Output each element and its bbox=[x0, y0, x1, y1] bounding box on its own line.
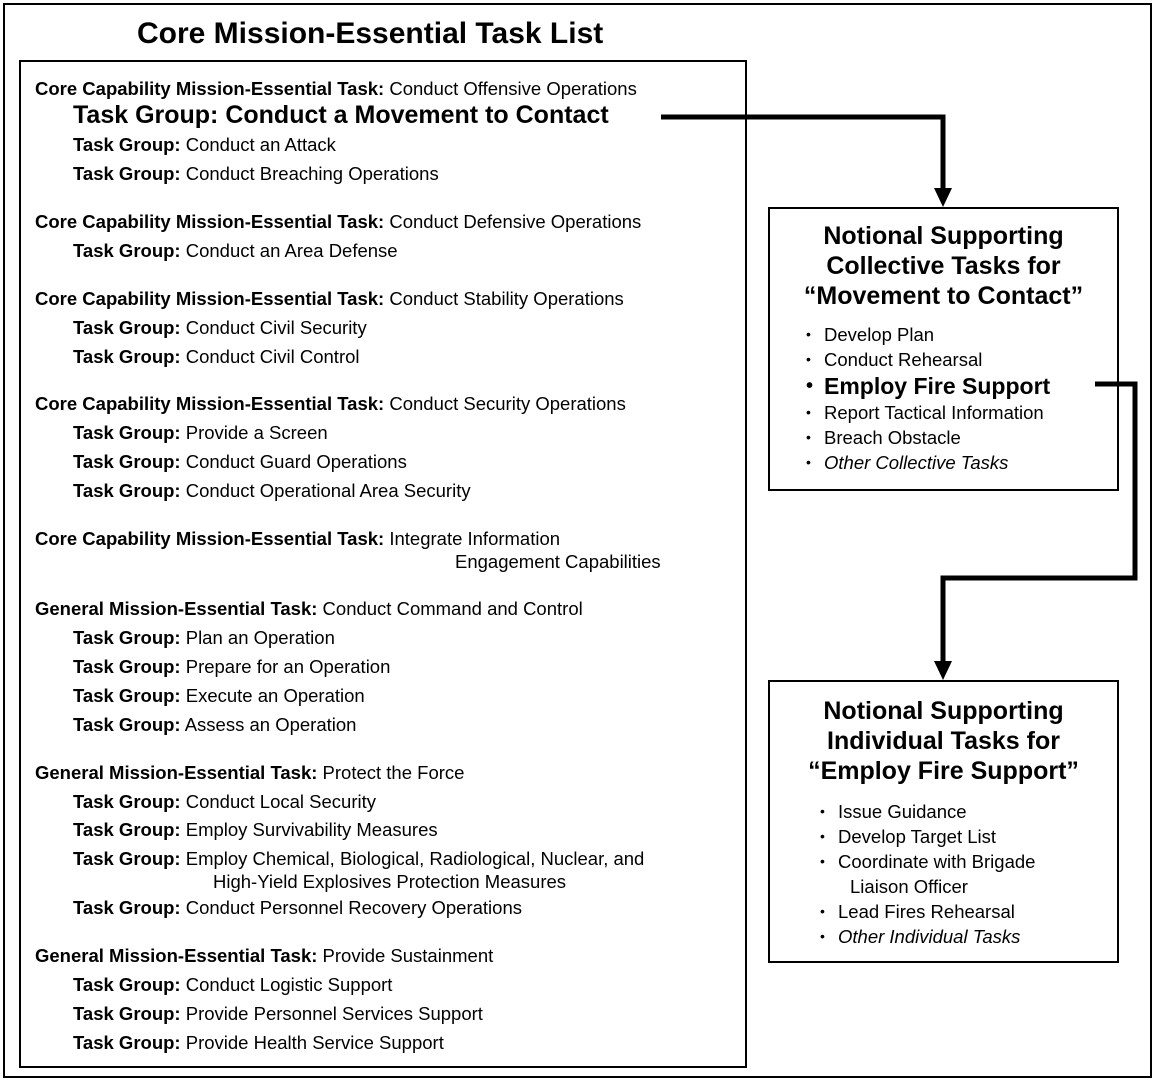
title-line: “Movement to Contact” bbox=[803, 282, 1084, 310]
connector-employ-fire-support bbox=[943, 384, 1135, 664]
task-group-label: Task Group: bbox=[73, 451, 181, 472]
task-group-name: Conduct Personnel Recovery Operations bbox=[185, 897, 522, 918]
section-label: Core Capability Mission-Essential Task: bbox=[35, 78, 385, 99]
section-label: Core Capability Mission-Essential Task: bbox=[35, 211, 385, 232]
bullet-icon: • bbox=[806, 375, 814, 397]
bullet-icon: • bbox=[820, 853, 825, 869]
title-line: Notional Supporting bbox=[823, 697, 1064, 725]
task-group-label: Task Group: bbox=[73, 480, 181, 501]
task-group-name: Conduct Operational Area Security bbox=[185, 480, 471, 501]
task-group-name: Conduct Logistic Support bbox=[185, 974, 393, 995]
task-group-label: Task Group: bbox=[73, 163, 181, 184]
section-task: Conduct Offensive Operations bbox=[389, 78, 637, 99]
bullet-icon: • bbox=[806, 351, 811, 367]
title-line: “Employ Fire Support” bbox=[808, 757, 1079, 785]
diagram-title: Core Mission-Essential Task List bbox=[137, 17, 604, 50]
task-group-name: Conduct Local Security bbox=[185, 791, 376, 812]
bullet-icon: • bbox=[806, 404, 811, 420]
list-item: • Report Tactical Information bbox=[806, 402, 1044, 423]
task-group-name: Assess an Operation bbox=[184, 714, 357, 735]
section-task: Provide Sustainment bbox=[322, 945, 494, 966]
task-group-label: Task Group: bbox=[73, 714, 181, 735]
connector-movement-to-contact bbox=[661, 117, 943, 192]
task-group-name: Execute an Operation bbox=[185, 685, 365, 706]
task-group-label: Task Group: bbox=[73, 819, 181, 840]
section-task: Integrate Information bbox=[389, 528, 561, 549]
task-group-label: Task Group: bbox=[73, 134, 181, 155]
section-label: Core Capability Mission-Essential Task: bbox=[35, 288, 385, 309]
list-item: • Other Collective Tasks bbox=[806, 452, 1009, 473]
list-item: • Other Individual Tasks bbox=[820, 926, 1021, 947]
task-group-label: Task Group: bbox=[73, 240, 181, 261]
task-group-name: Conduct Civil Control bbox=[185, 346, 360, 367]
task-group-label: Task Group: bbox=[73, 1003, 181, 1024]
title-line: Notional Supporting bbox=[823, 222, 1064, 250]
section-label: Core Capability Mission-Essential Task: bbox=[35, 393, 385, 414]
task-group-name: Provide a Screen bbox=[185, 422, 328, 443]
list-item: • Develop Plan bbox=[806, 324, 935, 345]
arrowhead-icon bbox=[934, 661, 952, 680]
section-task: Conduct Command and Control bbox=[322, 598, 583, 619]
bullet-icon: • bbox=[806, 429, 811, 445]
highlighted-list-item: • Employ Fire Support bbox=[806, 373, 1051, 399]
list-item: • Issue Guidance bbox=[820, 801, 967, 822]
bullet-icon: • bbox=[806, 326, 811, 342]
task-group-label: Task Group: bbox=[73, 848, 181, 869]
task-group-name: Plan an Operation bbox=[185, 627, 335, 648]
section-task-continuation: Engagement Capabilities bbox=[455, 551, 661, 572]
task-group-name: Provide Health Service Support bbox=[185, 1032, 444, 1053]
task-group-name: Conduct an Area Defense bbox=[185, 240, 398, 261]
task-group-label: Task Group: bbox=[73, 791, 181, 812]
list-item: • Breach Obstacle bbox=[806, 427, 961, 448]
bullet-icon: • bbox=[820, 803, 825, 819]
list-item: • Coordinate with Brigade Liaison Officer bbox=[820, 851, 1036, 897]
task-group-label: Task Group: bbox=[73, 656, 181, 677]
section-task: Protect the Force bbox=[322, 762, 465, 783]
task-group-label: Task Group: bbox=[73, 422, 181, 443]
section-task: Conduct Defensive Operations bbox=[389, 211, 642, 232]
task-group-name: Conduct Civil Security bbox=[185, 317, 367, 338]
section-task: Conduct Stability Operations bbox=[389, 288, 624, 309]
task-group-label: Task Group: bbox=[73, 346, 181, 367]
task-group-label: Task Group: bbox=[73, 685, 181, 706]
arrowhead-icon bbox=[934, 188, 952, 207]
task-group-name: Prepare for an Operation bbox=[185, 656, 391, 677]
list-item: • Conduct Rehearsal bbox=[806, 349, 983, 370]
task-group-name: Conduct Guard Operations bbox=[185, 451, 407, 472]
section-label: Core Capability Mission-Essential Task: bbox=[35, 528, 385, 549]
task-group-name: Conduct Breaching Operations bbox=[185, 163, 439, 184]
task-group-name: Provide Personnel Services Support bbox=[185, 1003, 483, 1024]
bullet-icon: • bbox=[820, 928, 825, 944]
bullet-icon: • bbox=[820, 828, 825, 844]
task-group-name: Employ Chemical, Biological, Radiological, Nuclear, and bbox=[185, 848, 645, 869]
task-group-label: Task Group: bbox=[73, 1032, 181, 1053]
task-group-label: Task Group: bbox=[73, 897, 181, 918]
title-line: Individual Tasks for bbox=[827, 727, 1060, 755]
bullet-icon: • bbox=[806, 454, 811, 470]
list-item-continuation: Liaison Officer bbox=[850, 876, 968, 897]
highlighted-task-group: Task Group: Conduct a Movement to Contact bbox=[73, 101, 609, 129]
bullet-icon: • bbox=[820, 903, 825, 919]
section-label: General Mission-Essential Task: bbox=[35, 598, 318, 619]
task-group-label: Task Group: bbox=[73, 317, 181, 338]
section-label: General Mission-Essential Task: bbox=[35, 945, 318, 966]
section-label: General Mission-Essential Task: bbox=[35, 762, 318, 783]
task-group-label: Task Group: bbox=[73, 627, 181, 648]
task-group-label: Task Group: bbox=[73, 974, 181, 995]
task-group-name: Employ Survivability Measures bbox=[185, 819, 438, 840]
section-task: Conduct Security Operations bbox=[389, 393, 626, 414]
list-item: • Lead Fires Rehearsal bbox=[820, 901, 1015, 922]
list-item: • Develop Target List bbox=[820, 826, 997, 847]
task-group-name: Conduct an Attack bbox=[185, 134, 336, 155]
title-line: Collective Tasks for bbox=[826, 252, 1061, 280]
task-group-continuation: High-Yield Explosives Protection Measures bbox=[213, 871, 567, 892]
